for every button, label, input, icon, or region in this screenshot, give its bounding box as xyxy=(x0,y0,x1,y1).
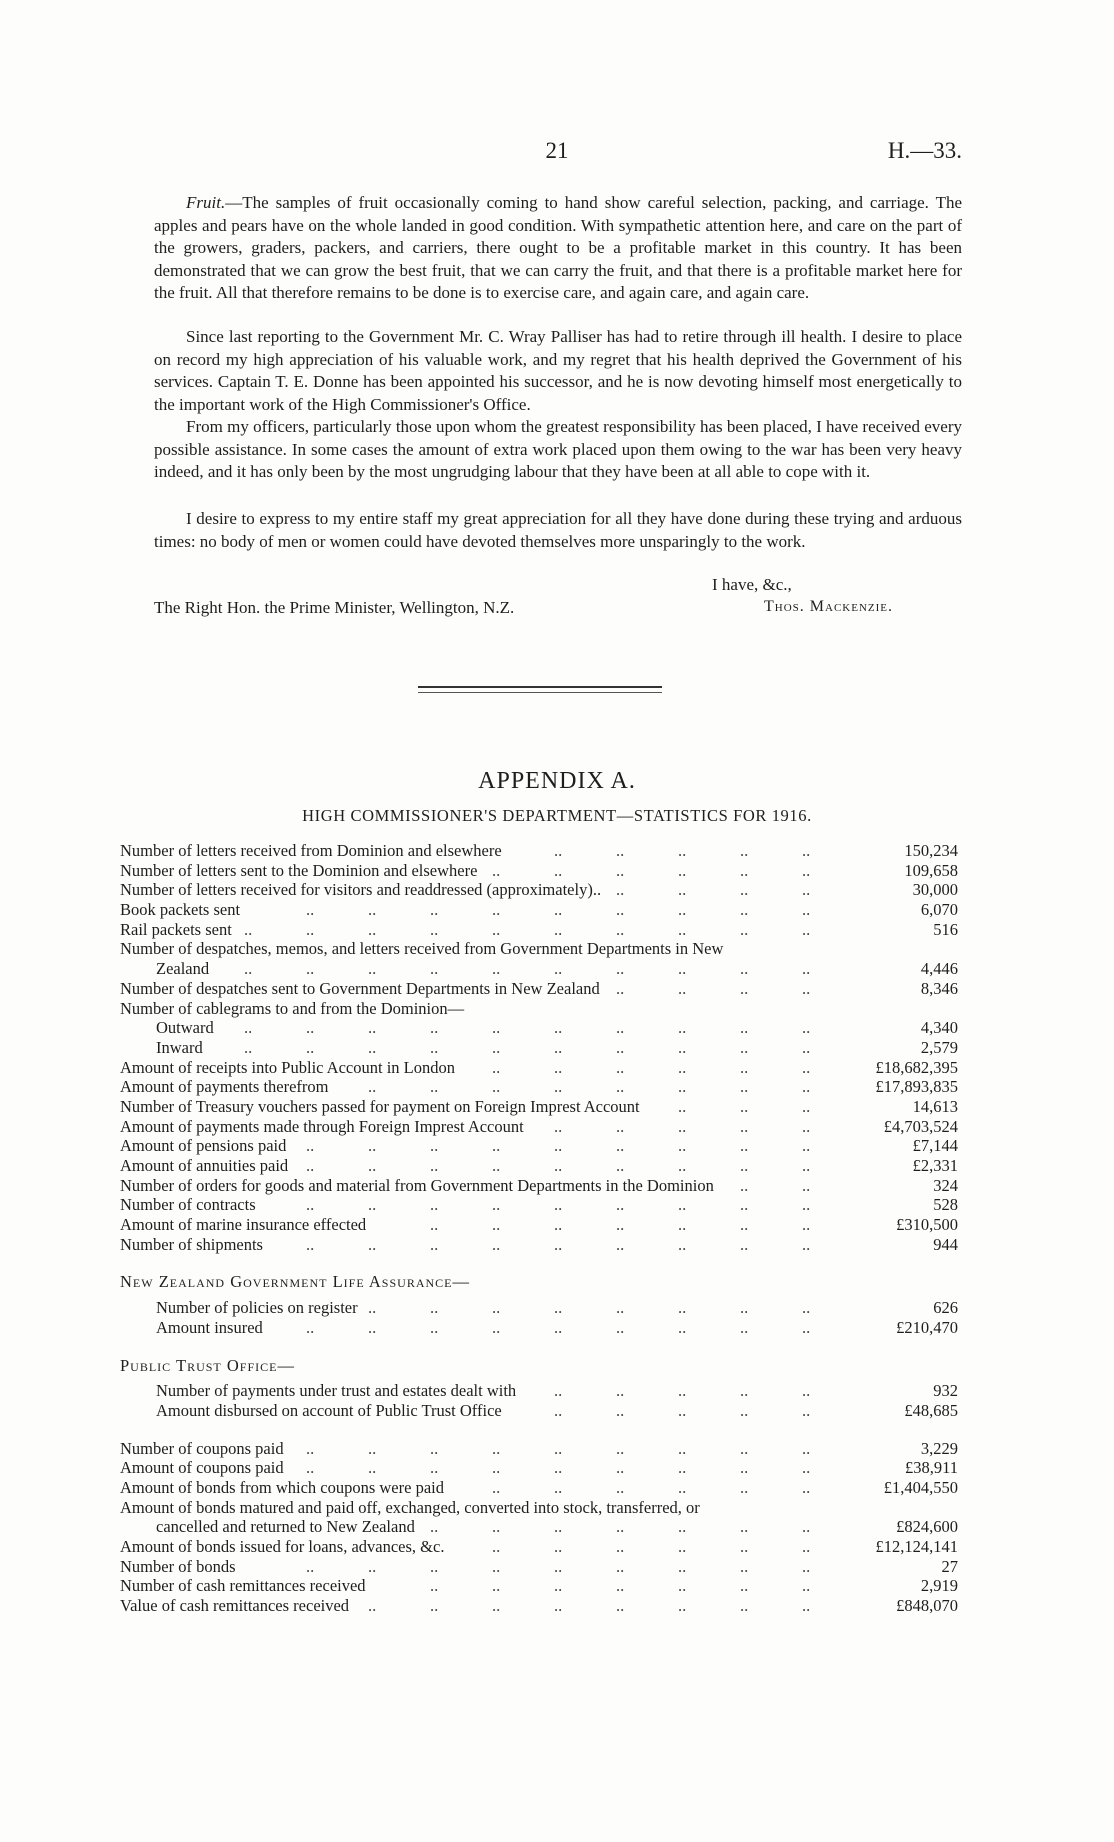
leader-dots: .. xyxy=(678,1156,687,1175)
table-row: Number of coupons paid 3,229 .. .. .. .. .. .. .. .. .. xyxy=(120,1438,958,1458)
leader-dots: .. xyxy=(616,1077,625,1097)
leader-dots: .. xyxy=(368,1234,377,1254)
leader-dots: .. xyxy=(306,1234,315,1254)
leader-dots: .. xyxy=(430,900,439,920)
leader-dots: .. xyxy=(492,1458,501,1478)
table-row: Amount disbursed on account of Public Trust Office £48,685 .. .. .. .. .. xyxy=(156,1400,958,1420)
table-row: Number of letters received from Dominion and elsewhere 150,234 .. .. .. .. .. xyxy=(120,841,958,860)
leader-dots: .. xyxy=(740,900,749,920)
leader-dots: .. xyxy=(802,1116,811,1136)
leader-dots: .. xyxy=(430,1077,439,1097)
table-row: Number of shipments 944 .. .. .. .. .. .. .. .. .. xyxy=(120,1234,958,1254)
signature: Thos. Mackenzie. xyxy=(764,598,893,615)
leader-dots: .. xyxy=(740,880,749,900)
leader-dots: .. xyxy=(368,1556,377,1576)
table-row: Inward 2,579 .. .. .. .. .. .. .. .. .. .. xyxy=(156,1037,958,1057)
leader-dots: .. xyxy=(492,1556,501,1576)
leader-dots: .. xyxy=(616,1195,625,1215)
leader-dots: .. xyxy=(740,1136,749,1156)
leader-dots: .. xyxy=(306,1458,315,1478)
leader-dots: .. xyxy=(368,1317,377,1337)
leader-dots: .. xyxy=(492,900,501,920)
leader-dots: .. xyxy=(678,880,687,900)
leader-dots: .. xyxy=(616,959,625,979)
leader-dots: .. xyxy=(740,1537,749,1556)
palliser-paragraph: Since last reporting to the Government Mr. C. Wray Palliser has had to retire through ill health. I desire to place on record my high appreciation of his valuable work, and my regret that his health deprived the Government of his services. Captain T. E. Donne has been appointed his successor, and he is now devoting himself most energetically to the important work of the High Commissioner's Office. xyxy=(154,327,962,414)
document-reference: H.—33. xyxy=(887,138,962,163)
leader-dots: .. xyxy=(430,1136,439,1156)
leader-dots: .. xyxy=(740,919,749,939)
leader-dots: .. xyxy=(616,1156,625,1175)
leader-dots: .. xyxy=(430,1018,439,1038)
leader-dots: .. xyxy=(740,1381,749,1401)
leader-dots: .. xyxy=(740,1438,749,1458)
leader-dots: .. xyxy=(306,900,315,920)
leader-dots: .. xyxy=(430,1576,439,1596)
leader-dots: .. xyxy=(430,919,439,939)
table-row: Amount of bonds from which coupons were paid £1,404,550 .. .. .. .. .. .. xyxy=(120,1477,958,1497)
leader-dots: .. xyxy=(740,1037,749,1057)
leader-dots: .. xyxy=(616,1018,625,1038)
leader-dots: .. xyxy=(616,1458,625,1478)
leader-dots: .. xyxy=(492,1517,501,1537)
leader-dots: .. xyxy=(802,1517,811,1537)
leader-dots: .. xyxy=(554,1317,563,1337)
table-row-heading: Number of despatches, memos, and letters received from Government Departments in New xyxy=(120,939,724,959)
table-row: Number of payments under trust and estates dealt with 932 .. .. .. .. .. xyxy=(156,1381,958,1401)
leader-dots: .. xyxy=(678,1037,687,1057)
leader-dots: .. xyxy=(740,1596,749,1616)
leader-dots: .. xyxy=(492,1136,501,1156)
leader-dots: .. xyxy=(678,1556,687,1576)
leader-dots: .. xyxy=(492,1537,501,1556)
leader-dots: .. xyxy=(306,919,315,939)
leader-dots: .. xyxy=(368,1596,377,1616)
leader-dots: .. xyxy=(368,1136,377,1156)
leader-dots: .. xyxy=(430,1556,439,1576)
page-number: 21 xyxy=(545,138,569,163)
leader-dots: .. xyxy=(678,1381,687,1401)
leader-dots: .. xyxy=(368,1018,377,1038)
leader-dots: .. xyxy=(802,1136,811,1156)
leader-dots: .. xyxy=(368,1195,377,1215)
leader-dots: .. xyxy=(616,1517,625,1537)
leader-dots: .. xyxy=(368,1077,377,1097)
leader-dots: .. xyxy=(554,1298,563,1318)
leader-dots: .. xyxy=(802,1195,811,1215)
leader-dots: .. xyxy=(740,1477,749,1497)
leader-dots: .. xyxy=(740,1077,749,1097)
leader-dots: .. xyxy=(492,1576,501,1596)
leader-dots: .. xyxy=(802,1477,811,1497)
table-row: Number of letters received for visitors and readdressed (approximately).. 30,000 .. .. .. .. xyxy=(120,880,958,900)
leader-dots: .. xyxy=(244,959,253,979)
leader-dots: .. xyxy=(616,1438,625,1458)
leader-dots: .. xyxy=(740,959,749,979)
leader-dots: .. xyxy=(554,1438,563,1458)
leader-dots: .. xyxy=(616,1576,625,1596)
leader-dots: .. xyxy=(740,860,749,880)
leader-dots: .. xyxy=(554,1077,563,1097)
leader-dots: .. xyxy=(740,978,749,998)
leader-dots: .. xyxy=(802,1317,811,1337)
table-row: Amount of marine insurance effected £310,500 .. .. .. .. .. .. .. xyxy=(120,1215,958,1235)
leader-dots: .. xyxy=(554,1576,563,1596)
leader-dots: .. xyxy=(740,1298,749,1318)
leader-dots: .. xyxy=(554,1136,563,1156)
leader-dots: .. xyxy=(678,978,687,998)
leader-dots: .. xyxy=(740,1156,749,1175)
leader-dots: .. xyxy=(554,1018,563,1038)
leader-dots: .. xyxy=(802,1215,811,1235)
fruit-paragraph xyxy=(154,192,962,305)
leader-dots: .. xyxy=(430,1596,439,1616)
leader-dots: .. xyxy=(244,1037,253,1057)
leader-dots: .. xyxy=(616,1556,625,1576)
leader-dots: .. xyxy=(368,1037,377,1057)
table-row: Number of cash remittances received 2,919 .. .. .. .. .. .. .. xyxy=(120,1576,958,1596)
table-row: Number of policies on register 626 .. .. .. .. .. .. .. .. xyxy=(156,1298,958,1318)
table-row: Amount of coupons paid £38,911 .. .. .. .. .. .. .. .. .. xyxy=(120,1458,958,1478)
leader-dots: .. xyxy=(678,1317,687,1337)
leader-dots: .. xyxy=(430,1195,439,1215)
leader-dots: .. xyxy=(616,1298,625,1318)
leader-dots: .. xyxy=(430,1215,439,1235)
leader-dots: .. xyxy=(740,1234,749,1254)
leader-dots: .. xyxy=(802,1175,811,1195)
leader-dots: .. xyxy=(678,1116,687,1136)
section-divider xyxy=(418,686,662,688)
leader-dots: .. xyxy=(616,1136,625,1156)
leader-dots: .. xyxy=(802,1037,811,1057)
table-row: Number of orders for goods and material from Government Departments in the Dominion 324 .. .. xyxy=(120,1175,958,1195)
leader-dots: .. xyxy=(616,919,625,939)
leader-dots: .. xyxy=(554,1234,563,1254)
leader-dots: .. xyxy=(802,919,811,939)
table-row: Number of letters sent to the Dominion and elsewhere 109,658 .. .. .. .. .. .. xyxy=(120,860,958,880)
leader-dots: .. xyxy=(740,1018,749,1038)
table-row: Amount of payments made through Foreign Imprest Account £4,703,524 .. .. .. .. .. xyxy=(120,1116,958,1136)
leader-dots: .. xyxy=(740,1576,749,1596)
leader-dots: .. xyxy=(430,959,439,979)
leader-dots: .. xyxy=(678,959,687,979)
leader-dots: .. xyxy=(740,1317,749,1337)
leader-dots: .. xyxy=(678,1576,687,1596)
leader-dots: .. xyxy=(678,1596,687,1616)
leader-dots: .. xyxy=(802,1537,811,1556)
leader-dots: .. xyxy=(740,1215,749,1235)
leader-dots: .. xyxy=(740,1556,749,1576)
table-row: Amount of annuities paid £2,331 .. .. .. .. .. .. .. .. .. xyxy=(120,1156,958,1175)
leader-dots: .. xyxy=(554,1195,563,1215)
table-row: Amount of payments therefrom £17,893,835 .. .. .. .. .. .. .. .. xyxy=(120,1077,958,1097)
leader-dots: .. xyxy=(616,1037,625,1057)
leader-dots: .. xyxy=(678,841,687,860)
leader-dots: .. xyxy=(740,841,749,860)
leader-dots: .. xyxy=(740,1458,749,1478)
leader-dots: .. xyxy=(802,1077,811,1097)
appendix-subtitle: HIGH COMMISSIONER'S DEPARTMENT—STATISTICS FOR 1916. xyxy=(302,806,812,825)
section-heading-pto: Public Trust Office— xyxy=(120,1355,295,1375)
leader-dots: .. xyxy=(616,841,625,860)
leader-dots: .. xyxy=(616,1537,625,1556)
table-row: Zealand 4,446 .. .. .. .. .. .. .. .. .. .. xyxy=(156,959,958,979)
table-row: Number of despatches sent to Government Departments in New Zealand 8,346 .. .. .. .. xyxy=(120,978,958,998)
officers-paragraph: From my officers, particularly those upon whom the greatest responsibility has been placed, I have received every possible assistance. In some cases the amount of extra work placed upon them owing to the war has been very heavy indeed, and it has only been by the most ungrudging labour that they have been at all able to cope with it. xyxy=(154,417,962,482)
leader-dots: .. xyxy=(740,1195,749,1215)
leader-dots: .. xyxy=(678,919,687,939)
leader-dots: .. xyxy=(368,959,377,979)
leader-dots: .. xyxy=(430,1156,439,1175)
leader-dots: .. xyxy=(244,1018,253,1038)
leader-dots: .. xyxy=(554,1037,563,1057)
table-row: Number of bonds 27 .. .. .. .. .. .. .. .. .. xyxy=(120,1556,958,1576)
leader-dots: .. xyxy=(678,1438,687,1458)
leader-dots: .. xyxy=(306,959,315,979)
leader-dots: .. xyxy=(554,1057,563,1077)
section-heading-nzgla: New Zealand Government Life Assurance— xyxy=(120,1272,470,1292)
leader-dots: .. xyxy=(616,1477,625,1497)
leader-dots: .. xyxy=(678,1477,687,1497)
leader-dots: .. xyxy=(616,978,625,998)
leader-dots: .. xyxy=(368,900,377,920)
leader-dots: .. xyxy=(554,959,563,979)
leader-dots: .. xyxy=(678,1458,687,1478)
leader-dots: .. xyxy=(616,1381,625,1401)
leader-dots: .. xyxy=(678,1057,687,1077)
leader-dots: .. xyxy=(492,1317,501,1337)
staff-paragraph: I desire to express to my entire staff my great appreciation for all they have done during these trying and arduous times: no body of men or women could have devoted themselves more unsparingly to the work. xyxy=(154,509,962,551)
leader-dots: .. xyxy=(554,1400,563,1420)
leader-dots: .. xyxy=(554,1381,563,1401)
leader-dots: .. xyxy=(678,1136,687,1156)
leader-dots: .. xyxy=(802,1096,811,1116)
leader-dots: .. xyxy=(616,1215,625,1235)
leader-dots: .. xyxy=(430,1438,439,1458)
leader-dots: .. xyxy=(678,1400,687,1420)
leader-dots: .. xyxy=(492,1156,501,1175)
leader-dots: .. xyxy=(368,1156,377,1175)
leader-dots: .. xyxy=(492,860,501,880)
leader-dots: .. xyxy=(554,1477,563,1497)
leader-dots: .. xyxy=(802,880,811,900)
table-row: Amount of receipts into Public Account in London £18,682,395 .. .. .. .. .. .. xyxy=(120,1057,958,1077)
leader-dots: .. xyxy=(740,1096,749,1116)
leader-dots: .. xyxy=(678,1215,687,1235)
leader-dots: .. xyxy=(678,1077,687,1097)
leader-dots: .. xyxy=(678,1298,687,1318)
table-row: Amount of pensions paid £7,144 .. .. .. .. .. .. .. .. .. xyxy=(120,1136,958,1156)
leader-dots: .. xyxy=(616,880,625,900)
leader-dots: .. xyxy=(492,1195,501,1215)
leader-dots: .. xyxy=(554,1517,563,1537)
leader-dots: .. xyxy=(802,1057,811,1077)
leader-dots: .. xyxy=(492,959,501,979)
leader-dots: .. xyxy=(368,1438,377,1458)
leader-dots: .. xyxy=(430,1317,439,1337)
leader-dots: .. xyxy=(492,1037,501,1057)
leader-dots: .. xyxy=(492,1057,501,1077)
leader-dots: .. xyxy=(554,919,563,939)
leader-dots: .. xyxy=(244,919,253,939)
leader-dots: .. xyxy=(678,900,687,920)
leader-dots: .. xyxy=(554,1596,563,1616)
leader-dots: .. xyxy=(368,1298,377,1318)
leader-dots: .. xyxy=(616,1116,625,1136)
leader-dots: .. xyxy=(616,1317,625,1337)
leader-dots: .. xyxy=(616,1057,625,1077)
leader-dots: .. xyxy=(802,978,811,998)
leader-dots: .. xyxy=(802,1458,811,1478)
leader-dots: .. xyxy=(802,1556,811,1576)
leader-dots: .. xyxy=(802,1018,811,1038)
table-row: Number of contracts 528 .. .. .. .. .. .. .. .. .. xyxy=(120,1195,958,1215)
leader-dots: .. xyxy=(430,1458,439,1478)
closing-line: I have, &c., xyxy=(712,575,792,594)
leader-dots: .. xyxy=(430,1517,439,1537)
leader-dots: .. xyxy=(492,1438,501,1458)
leader-dots: .. xyxy=(306,1136,315,1156)
leader-dots: .. xyxy=(306,1195,315,1215)
leader-dots: .. xyxy=(802,900,811,920)
statistics-table xyxy=(120,841,958,1616)
leader-dots: .. xyxy=(802,1156,811,1175)
leader-dots: .. xyxy=(678,1517,687,1537)
leader-dots: .. xyxy=(492,1234,501,1254)
leader-dots: .. xyxy=(306,1156,315,1175)
leader-dots: .. xyxy=(802,959,811,979)
leader-dots: .. xyxy=(430,1234,439,1254)
leader-dots: .. xyxy=(678,1195,687,1215)
leader-dots: .. xyxy=(678,1096,687,1116)
leader-dots: .. xyxy=(492,1298,501,1318)
leader-dots: .. xyxy=(616,1400,625,1420)
leader-dots: .. xyxy=(554,1215,563,1235)
table-row: Outward 4,340 .. .. .. .. .. .. .. .. .. .. xyxy=(156,1018,958,1038)
leader-dots: .. xyxy=(802,1596,811,1616)
leader-dots: .. xyxy=(368,1458,377,1478)
leader-dots: .. xyxy=(554,1458,563,1478)
leader-dots: .. xyxy=(492,1215,501,1235)
leader-dots: .. xyxy=(554,841,563,860)
leader-dots: .. xyxy=(616,900,625,920)
table-row-heading: Amount of bonds matured and paid off, exchanged, converted into stock, transferred, or xyxy=(120,1497,700,1517)
leader-dots: .. xyxy=(306,1438,315,1458)
leader-dots: .. xyxy=(740,1517,749,1537)
table-row: Amount of bonds issued for loans, advances, &c. £12,124,141 .. .. .. .. .. .. xyxy=(120,1537,958,1556)
section-divider-thin xyxy=(418,692,662,693)
leader-dots: .. xyxy=(802,1381,811,1401)
leader-dots: .. xyxy=(740,1057,749,1077)
table-row: Value of cash remittances received £848,070 .. .. .. .. .. .. .. .. xyxy=(120,1596,958,1616)
leader-dots: .. xyxy=(430,1037,439,1057)
table-row-heading: Number of cablegrams to and from the Dominion— xyxy=(120,998,465,1018)
leader-dots: .. xyxy=(678,860,687,880)
leader-dots: .. xyxy=(802,1234,811,1254)
leader-dots: .. xyxy=(430,1298,439,1318)
leader-dots: .. xyxy=(306,1317,315,1337)
addressee: The Right Hon. the Prime Minister, Wellington, N.Z. xyxy=(154,598,515,617)
leader-dots: .. xyxy=(802,860,811,880)
leader-dots: .. xyxy=(306,1018,315,1038)
leader-dots: .. xyxy=(492,1596,501,1616)
table-row: Amount insured £210,470 .. .. .. .. .. .. .. .. .. xyxy=(156,1317,958,1337)
fruit-text: —The samples of fruit occasionally coming to hand show careful selection, packing, and carriage. The apples and pears have on the whole landed in good condition. With sympathetic attention here, and care on the part of the growers, graders, packers, and carriers, there ought to be a profitable market in this country. It has been demonstrated that we can grow the best fruit, that we can carry the fruit, and that there is a profitable market here for the fruit. All that therefore remains to be done is to exercise care, and again care, and again care. xyxy=(154,193,962,303)
leader-dots: .. xyxy=(306,1037,315,1057)
leader-dots: .. xyxy=(802,1438,811,1458)
leader-dots: .. xyxy=(306,1556,315,1576)
leader-dots: .. xyxy=(616,860,625,880)
table-row: cancelled and returned to New Zealand £824,600 .. .. .. .. .. .. .. xyxy=(156,1517,958,1537)
leader-dots: .. xyxy=(802,1400,811,1420)
leader-dots: .. xyxy=(616,1596,625,1616)
table-row: Rail packets sent 516 .. .. .. .. .. .. .. .. .. .. xyxy=(120,919,958,939)
leader-dots: .. xyxy=(802,1298,811,1318)
leader-dots: .. xyxy=(554,860,563,880)
leader-dots: .. xyxy=(554,1537,563,1556)
leader-dots: .. xyxy=(740,1116,749,1136)
leader-dots: .. xyxy=(740,1400,749,1420)
leader-dots: .. xyxy=(492,1077,501,1097)
leader-dots: .. xyxy=(740,1175,749,1195)
leader-dots: .. xyxy=(554,900,563,920)
leader-dots: .. xyxy=(492,919,501,939)
leader-dots: .. xyxy=(802,841,811,860)
leader-dots: .. xyxy=(368,919,377,939)
leader-dots: .. xyxy=(678,1234,687,1254)
table-row: Book packets sent 6,070 .. .. .. .. .. .. .. .. .. xyxy=(120,900,958,920)
leader-dots: .. xyxy=(678,1537,687,1556)
fruit-label: Fruit. xyxy=(186,193,226,212)
leader-dots: .. xyxy=(616,1234,625,1254)
leader-dots: .. xyxy=(492,1477,501,1497)
table-row: Number of Treasury vouchers passed for payment on Foreign Imprest Account 14,613 .. .. .. xyxy=(120,1096,958,1116)
appendix-title: APPENDIX A. xyxy=(478,768,636,794)
leader-dots: .. xyxy=(554,1156,563,1175)
leader-dots: .. xyxy=(802,1576,811,1596)
leader-dots: .. xyxy=(554,1556,563,1576)
leader-dots: .. xyxy=(492,1018,501,1038)
leader-dots: .. xyxy=(678,1018,687,1038)
leader-dots: .. xyxy=(554,1116,563,1136)
